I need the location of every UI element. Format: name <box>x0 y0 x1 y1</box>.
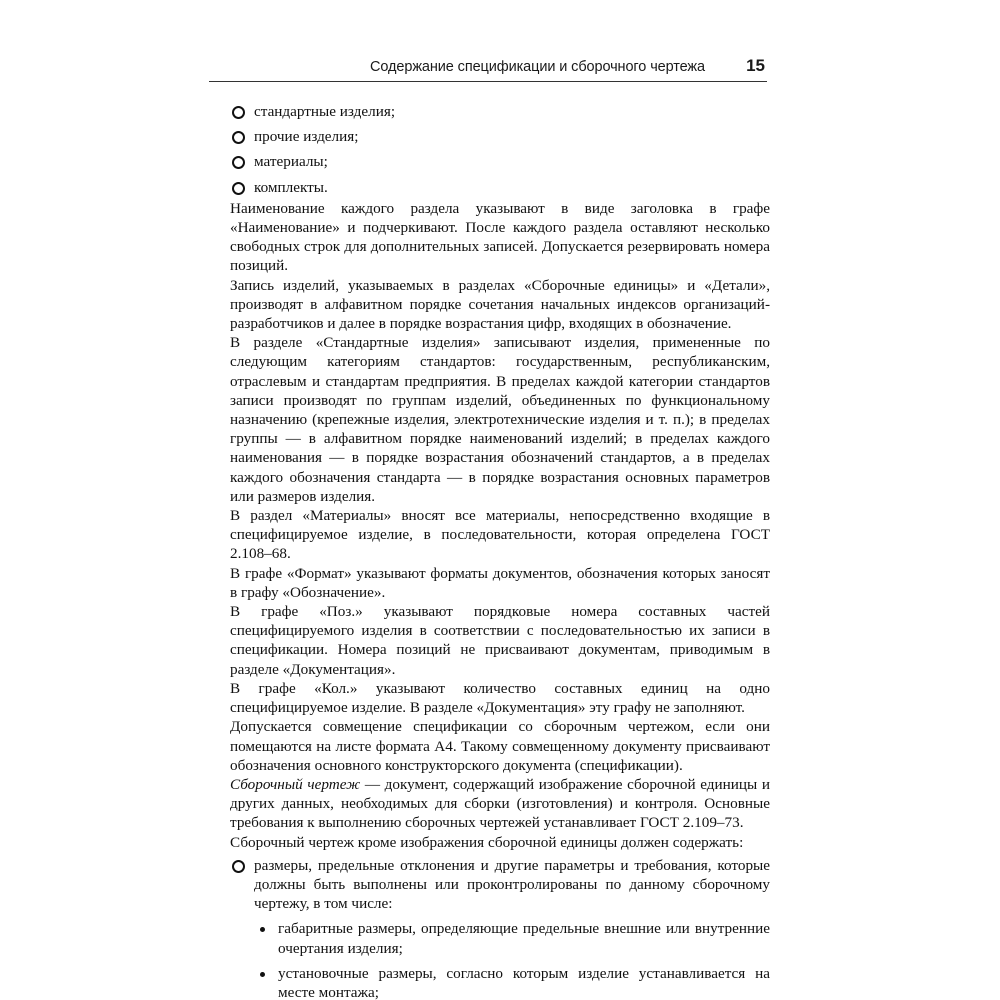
ring-bullet-icon <box>232 156 245 169</box>
list-item <box>230 856 770 1000</box>
ring-bullet-icon <box>232 182 245 195</box>
ring-bullet-icon <box>232 131 245 144</box>
sub-list-item-text: установочные размеры, согласно которым изделие устанавливается на месте монтажа; <box>278 964 770 1000</box>
paragraph: В графе «Формат» указывают форматы документов, обозначения которых заносят в графу «Обозначение». <box>230 564 770 601</box>
paragraph: В графе «Поз.» указывают порядковые номера составных частей специфицируемого изделия в соответствии с последовательностью их записи в спецификации. Номера позиций не присваивают документам, приводимым в разделе «Документация». <box>230 603 770 678</box>
sub-list-item <box>230 964 770 1000</box>
dot-bullet-icon <box>260 972 265 977</box>
list-item <box>230 102 770 121</box>
paragraph: В разделе «Стандартные изделия» записывают изделия, примененные по следующим категориям стандартов: государственным, республиканским, отраслевым и стандартам предприятия. В пределах каждой категории стандартов записи производят по группам изделий, объединенных по функциональному назначению (крепежные изделия, электротехнические изделия и т. п.); в пределах группы — в алфавитном порядке наименований изделий; в пределах каждого наименования — в порядке возрастания обозначений стандартов, а в пределах каждого обозначения стандарта — в порядке возрастания основных параметров или размеров изделия. <box>230 334 770 505</box>
list-item <box>230 178 770 197</box>
list-item-text: стандартные изделия; <box>254 103 396 120</box>
paragraph: Запись изделий, указываемых в разделах «Сборочные единицы» и «Детали», производят в алфавитном порядке сочетания начальных индексов организаций-разработчиков и далее в порядке возрастания цифр, входящих в обозначение. <box>230 276 770 333</box>
list-item-text: комплекты. <box>254 178 328 196</box>
defined-term: Сборочный чертеж <box>230 775 361 793</box>
paragraph: Наименование каждого раздела указывают в виде заголовка в графе «Наименование» и подчеркивают. После каждого раздела оставляют несколько свободных строк для дополнительных записей. Допускается резервировать номера позиций. <box>230 199 770 275</box>
list-item <box>230 152 770 171</box>
paragraph: В графе «Кол.» указывают количество составных единиц на одно специфицируемое изделие. В разделе «Документация» эту графу не заполняют. <box>230 679 770 717</box>
list-item-text: материалы; <box>254 153 328 171</box>
sub-list-item <box>230 919 770 957</box>
sub-list <box>254 919 770 1000</box>
definition-paragraph <box>230 775 770 833</box>
dot-bullet-icon <box>260 927 265 932</box>
definition-text: — документ, содержащий изображение сборочной единицы и других данных, необходимых для сборки (изготовления) и контроля. Основные требования к выполнению сборочных чертежей устанавливает ГОСТ 2.109–73. <box>230 775 771 832</box>
paragraph: Допускается совмещение спецификации со сборочным чертежом, если они помещаются на листе формата А4. Такому совмещенному документу присваивают обозначения основного конструкторского документа (спецификации). <box>230 718 770 774</box>
ring-bullet-icon <box>232 860 245 873</box>
list-item <box>230 127 770 146</box>
sub-list-item-text: габаритные размеры, определяющие предельные внешние или внутренние очертания изделия; <box>278 920 770 957</box>
bottom-bullet-list <box>230 856 770 1000</box>
page-number: 15 <box>746 56 765 75</box>
ring-bullet-icon <box>232 106 245 119</box>
list-item-text: размеры, предельные отклонения и другие параметры и требования, которые должны быть выполнены или проконтролированы по данному сборочному чертежу, в том числе: <box>254 856 770 913</box>
running-title: Содержание спецификации и сборочного чертежа <box>370 59 705 75</box>
paragraph: Сборочный чертеж кроме изображения сборочной единицы должен содержать: <box>230 833 744 851</box>
list-item-text: прочие изделия; <box>254 128 359 146</box>
page-body <box>230 102 770 1000</box>
paragraph: В раздел «Материалы» вносят все материалы, непосредственно входящие в специфицируемое изделие, в последовательности, которая определена ГОСТ 2.108–68. <box>230 507 770 563</box>
running-header <box>209 55 767 82</box>
top-bullet-list <box>230 102 770 197</box>
